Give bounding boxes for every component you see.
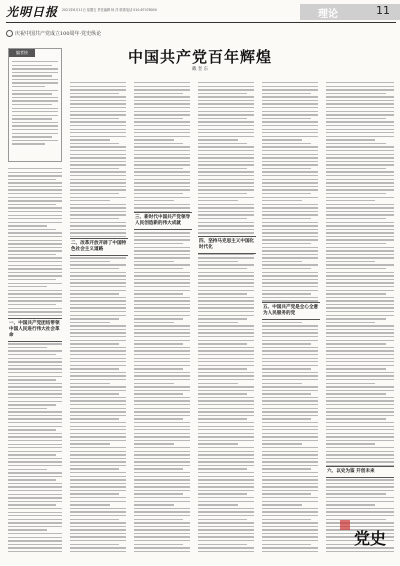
masthead: 光明日报 (6, 5, 59, 19)
editor-note-text (12, 61, 58, 147)
page-header (0, 0, 400, 22)
page-number: 11 (376, 4, 390, 17)
body-column-3 (134, 82, 190, 554)
body-column-1 (8, 168, 62, 554)
corner-mark: 党史 (354, 529, 387, 548)
topic-marker-icon (6, 30, 13, 37)
article-byline: 戴 奎 东 (191, 67, 209, 72)
body-column-2 (70, 82, 126, 554)
header-rule (6, 22, 396, 23)
section-name: 理论 (318, 9, 338, 20)
article-title: 中国共产党百年辉煌 (127, 48, 272, 66)
editor-note-label: 编者按 (9, 49, 35, 57)
editor-note-box (8, 48, 62, 162)
topic-line (6, 30, 101, 37)
seal-stamp (340, 520, 350, 530)
issue-line: 2021年6月11日 星期五 责任编辑 杨 洋 联系电话 010-67078000 (62, 8, 157, 12)
subheading-3: 三、新时代中国共产党领导人民创造新的伟大成就 (134, 212, 192, 230)
subheading-1: 一、中国共产党团结带领中国人民进行伟大社会革命 (8, 318, 62, 342)
subheading-6: 六、以史为鉴 开创未来 (326, 466, 394, 478)
subheading-4: 四、坚持马克思主义中国化时代化 (198, 236, 256, 254)
subheading-5: 五、中国共产党是全心全意为人民服务的党 (262, 302, 320, 320)
subheading-2: 二、改革开放开辟了中国特色社会主义道路 (70, 238, 128, 256)
topic-text: 庆祝中国共产党成立100周年·党史纵论 (15, 31, 102, 37)
body-column-4 (198, 82, 254, 554)
body-column-6 (326, 82, 394, 554)
